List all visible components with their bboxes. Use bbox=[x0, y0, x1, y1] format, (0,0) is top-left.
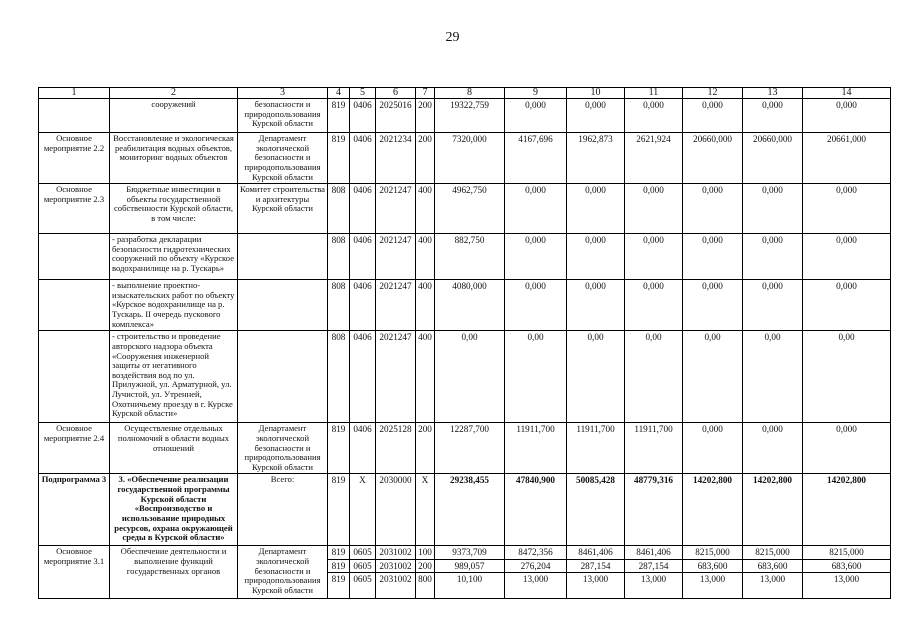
amount-cell: 1962,873 bbox=[567, 133, 625, 184]
amount-cell: 0,000 bbox=[625, 280, 683, 331]
budget-code-cell: 808 bbox=[328, 280, 350, 331]
amount-cell: 20660,000 bbox=[683, 133, 743, 184]
table-row bbox=[39, 546, 891, 559]
amount-cell: 683,600 bbox=[683, 559, 743, 572]
column-header-11: 11 bbox=[625, 88, 683, 99]
budget-code-cell: 819 bbox=[328, 572, 350, 598]
column-header-14: 14 bbox=[803, 88, 891, 99]
activity-name-cell: - разработка декларации безопасности гидротехнических сооружений по объекту «Курское водохранилище на р. Тускарь» bbox=[110, 234, 238, 280]
budget-code-cell: 2021247 bbox=[376, 234, 416, 280]
amount-cell: 8472,356 bbox=[505, 546, 567, 559]
amount-cell: 13,000 bbox=[505, 572, 567, 598]
amount-cell: 13,000 bbox=[567, 572, 625, 598]
budget-code-cell: 200 bbox=[416, 133, 435, 184]
column-header-10: 10 bbox=[567, 88, 625, 99]
amount-cell: 0,000 bbox=[625, 99, 683, 133]
amount-cell: 13,000 bbox=[625, 572, 683, 598]
executor-cell: Всего: bbox=[238, 474, 328, 546]
column-header-13: 13 bbox=[743, 88, 803, 99]
budget-table bbox=[38, 87, 891, 599]
program-code-cell bbox=[39, 234, 110, 280]
amount-cell: 0,00 bbox=[743, 331, 803, 423]
amount-cell: 0,000 bbox=[803, 234, 891, 280]
budget-code-cell: X bbox=[416, 474, 435, 546]
executor-cell: Департамент экологической безопасности и природопользования Курской области bbox=[238, 133, 328, 184]
budget-code-cell: 0406 bbox=[350, 133, 376, 184]
budget-code-cell: 0605 bbox=[350, 572, 376, 598]
program-code-cell: Основное мероприятие 2.3 bbox=[39, 184, 110, 234]
amount-cell: 7320,000 bbox=[435, 133, 505, 184]
budget-code-cell: 2021247 bbox=[376, 184, 416, 234]
amount-cell: 48779,316 bbox=[625, 474, 683, 546]
amount-cell: 0,000 bbox=[567, 184, 625, 234]
column-header-4: 4 bbox=[328, 88, 350, 99]
amount-cell: 9373,709 bbox=[435, 546, 505, 559]
amount-cell: 0,00 bbox=[683, 331, 743, 423]
amount-cell: 50085,428 bbox=[567, 474, 625, 546]
budget-code-cell: 200 bbox=[416, 99, 435, 133]
table-row bbox=[39, 184, 891, 234]
table-row bbox=[39, 280, 891, 331]
budget-code-cell: 2031002 bbox=[376, 572, 416, 598]
amount-cell: 0,000 bbox=[567, 234, 625, 280]
budget-code-cell: 819 bbox=[328, 559, 350, 572]
table-row bbox=[39, 331, 891, 423]
executor-cell: безопасности и природопользования Курской области bbox=[238, 99, 328, 133]
amount-cell: 13,000 bbox=[683, 572, 743, 598]
budget-code-cell: 2030000 bbox=[376, 474, 416, 546]
activity-name-cell: 3. «Обеспечение реализации государственной программы Курской области «Воспроизводство и использование природных ресурсов, охрана окружающей среды в Курской области» bbox=[110, 474, 238, 546]
amount-cell: 14202,800 bbox=[743, 474, 803, 546]
budget-code-cell: 400 bbox=[416, 331, 435, 423]
budget-code-cell: 2021247 bbox=[376, 280, 416, 331]
budget-code-cell: 819 bbox=[328, 546, 350, 559]
program-code-cell bbox=[39, 331, 110, 423]
amount-cell: 12287,700 bbox=[435, 423, 505, 474]
amount-cell: 683,600 bbox=[743, 559, 803, 572]
amount-cell: 0,00 bbox=[803, 331, 891, 423]
amount-cell: 0,000 bbox=[505, 184, 567, 234]
column-header-5: 5 bbox=[350, 88, 376, 99]
column-header-12: 12 bbox=[683, 88, 743, 99]
program-code-cell bbox=[39, 99, 110, 133]
budget-code-cell: 0406 bbox=[350, 234, 376, 280]
column-header-9: 9 bbox=[505, 88, 567, 99]
page-number: 29 bbox=[445, 30, 460, 45]
amount-cell: 0,000 bbox=[683, 99, 743, 133]
table-row bbox=[39, 234, 891, 280]
budget-code-cell: 2021234 bbox=[376, 133, 416, 184]
executor-cell: Департамент экологической безопасности и природопользования Курской области bbox=[238, 546, 328, 599]
budget-code-cell: 0406 bbox=[350, 331, 376, 423]
amount-cell: 4167,696 bbox=[505, 133, 567, 184]
amount-cell: 11911,700 bbox=[567, 423, 625, 474]
program-code-cell bbox=[39, 280, 110, 331]
amount-cell: 0,00 bbox=[625, 331, 683, 423]
budget-code-cell: 100 bbox=[416, 546, 435, 559]
amount-cell: 0,000 bbox=[803, 184, 891, 234]
amount-cell: 8461,406 bbox=[567, 546, 625, 559]
column-header-8: 8 bbox=[435, 88, 505, 99]
header-row bbox=[39, 88, 891, 99]
activity-name-cell: - строительство и проведение авторского надзора объекта «Сооружения инженерной защиты от негативного воздействия вод по ул. Прилужной, ул. Арматурной, ул. Лучистой, ул. Утренней, Охотничьему проезду в г. Курске Курской области» bbox=[110, 331, 238, 423]
budget-code-cell: 808 bbox=[328, 234, 350, 280]
budget-code-cell: X bbox=[350, 474, 376, 546]
amount-cell: 11911,700 bbox=[625, 423, 683, 474]
amount-cell: 8461,406 bbox=[625, 546, 683, 559]
amount-cell: 287,154 bbox=[567, 559, 625, 572]
amount-cell: 0,000 bbox=[743, 280, 803, 331]
table-row bbox=[39, 474, 891, 546]
table-row bbox=[39, 99, 891, 133]
amount-cell: 4962,750 bbox=[435, 184, 505, 234]
amount-cell: 0,00 bbox=[435, 331, 505, 423]
budget-code-cell: 808 bbox=[328, 184, 350, 234]
amount-cell: 0,000 bbox=[625, 184, 683, 234]
budget-code-cell: 400 bbox=[416, 234, 435, 280]
column-header-2: 2 bbox=[110, 88, 238, 99]
budget-code-cell: 200 bbox=[416, 559, 435, 572]
budget-code-cell: 0406 bbox=[350, 280, 376, 331]
column-header-7: 7 bbox=[416, 88, 435, 99]
amount-cell: 0,000 bbox=[683, 234, 743, 280]
budget-code-cell: 0406 bbox=[350, 184, 376, 234]
budget-code-cell: 400 bbox=[416, 184, 435, 234]
budget-code-cell: 200 bbox=[416, 423, 435, 474]
amount-cell: 882,750 bbox=[435, 234, 505, 280]
activity-name-cell: Осуществление отдельных полномочий в области водных отношений bbox=[110, 423, 238, 474]
activity-name-cell: сооружений bbox=[110, 99, 238, 133]
amount-cell: 0,000 bbox=[567, 99, 625, 133]
budget-code-cell: 800 bbox=[416, 572, 435, 598]
budget-code-cell: 0406 bbox=[350, 99, 376, 133]
budget-code-cell: 400 bbox=[416, 280, 435, 331]
amount-cell: 989,057 bbox=[435, 559, 505, 572]
amount-cell: 2621,924 bbox=[625, 133, 683, 184]
amount-cell: 20660,000 bbox=[743, 133, 803, 184]
amount-cell: 0,000 bbox=[567, 280, 625, 331]
budget-code-cell: 819 bbox=[328, 474, 350, 546]
executor-cell: Департамент экологической безопасности и природопользования Курской области bbox=[238, 423, 328, 474]
activity-name-cell: Восстановление и экологическая реабилитация водных объектов, мониторинг водных объектов bbox=[110, 133, 238, 184]
amount-cell: 0,000 bbox=[683, 423, 743, 474]
column-header-1: 1 bbox=[39, 88, 110, 99]
activity-name-cell: - выполнение проектно-изыскательских работ по объекту «Курское водохранилище на р. Тускарь. II очередь пускового комплекса» bbox=[110, 280, 238, 331]
budget-code-cell: 819 bbox=[328, 99, 350, 133]
budget-code-cell: 2025128 bbox=[376, 423, 416, 474]
amount-cell: 19322,759 bbox=[435, 99, 505, 133]
amount-cell: 13,000 bbox=[743, 572, 803, 598]
amount-cell: 0,000 bbox=[803, 99, 891, 133]
amount-cell: 0,000 bbox=[683, 280, 743, 331]
table-row bbox=[39, 423, 891, 474]
executor-cell: Комитет строительства и архитектуры Курской области bbox=[238, 184, 328, 234]
activity-name-cell: Бюджетные инвестиции в объекты государственной собственности Курской области, в том числе: bbox=[110, 184, 238, 234]
amount-cell: 47840,900 bbox=[505, 474, 567, 546]
executor-cell bbox=[238, 234, 328, 280]
amount-cell: 0,000 bbox=[743, 184, 803, 234]
budget-code-cell: 819 bbox=[328, 133, 350, 184]
budget-code-cell: 0406 bbox=[350, 423, 376, 474]
executor-cell bbox=[238, 331, 328, 423]
activity-name-cell: Обеспечение деятельности и выполнение функций государственных органов bbox=[110, 546, 238, 599]
amount-cell: 0,000 bbox=[743, 99, 803, 133]
program-code-cell: Основное мероприятие 3.1 bbox=[39, 546, 110, 599]
budget-code-cell: 0605 bbox=[350, 546, 376, 559]
amount-cell: 0,000 bbox=[505, 99, 567, 133]
column-header-6: 6 bbox=[376, 88, 416, 99]
amount-cell: 11911,700 bbox=[505, 423, 567, 474]
amount-cell: 0,000 bbox=[743, 234, 803, 280]
amount-cell: 8215,000 bbox=[743, 546, 803, 559]
amount-cell: 0,000 bbox=[803, 280, 891, 331]
amount-cell: 8215,000 bbox=[803, 546, 891, 559]
program-code-cell: Основное мероприятие 2.4 bbox=[39, 423, 110, 474]
amount-cell: 0,000 bbox=[505, 234, 567, 280]
amount-cell: 287,154 bbox=[625, 559, 683, 572]
amount-cell: 4080,000 bbox=[435, 280, 505, 331]
amount-cell: 0,000 bbox=[743, 423, 803, 474]
amount-cell: 14202,800 bbox=[683, 474, 743, 546]
budget-code-cell: 2031002 bbox=[376, 559, 416, 572]
budget-code-cell: 819 bbox=[328, 423, 350, 474]
amount-cell: 0,00 bbox=[567, 331, 625, 423]
budget-code-cell: 2031002 bbox=[376, 546, 416, 559]
amount-cell: 0,000 bbox=[683, 184, 743, 234]
program-code-cell: Подпрограмма 3 bbox=[39, 474, 110, 546]
amount-cell: 0,00 bbox=[505, 331, 567, 423]
amount-cell: 14202,800 bbox=[803, 474, 891, 546]
amount-cell: 20661,000 bbox=[803, 133, 891, 184]
amount-cell: 29238,455 bbox=[435, 474, 505, 546]
amount-cell: 0,000 bbox=[803, 423, 891, 474]
amount-cell: 10,100 bbox=[435, 572, 505, 598]
amount-cell: 8215,000 bbox=[683, 546, 743, 559]
executor-cell bbox=[238, 280, 328, 331]
budget-code-cell: 808 bbox=[328, 331, 350, 423]
budget-code-cell: 2021247 bbox=[376, 331, 416, 423]
amount-cell: 0,000 bbox=[505, 280, 567, 331]
budget-code-cell: 0605 bbox=[350, 559, 376, 572]
amount-cell: 13,000 bbox=[803, 572, 891, 598]
budget-code-cell: 2025016 bbox=[376, 99, 416, 133]
table-row bbox=[39, 133, 891, 184]
program-code-cell: Основное мероприятие 2.2 bbox=[39, 133, 110, 184]
column-header-3: 3 bbox=[238, 88, 328, 99]
amount-cell: 683,600 bbox=[803, 559, 891, 572]
amount-cell: 0,000 bbox=[625, 234, 683, 280]
amount-cell: 276,204 bbox=[505, 559, 567, 572]
